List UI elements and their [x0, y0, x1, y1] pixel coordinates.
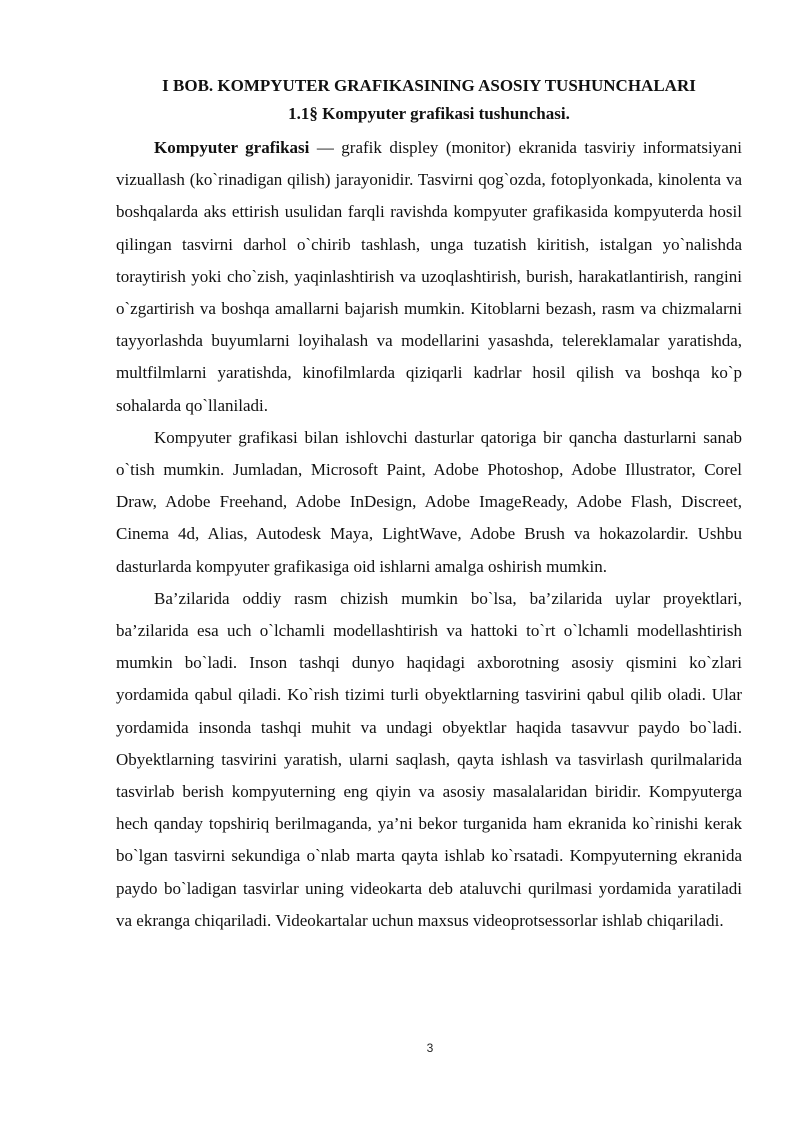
defined-term: Kompyuter grafikasi — [154, 138, 310, 157]
section-title: 1.1§ Kompyuter grafikasi tushunchasi. — [288, 104, 570, 123]
document-page — [116, 72, 742, 937]
chapter-title: I BOB. KOMPYUTER GRAFIKASINING ASOSIY TUSHUNCHALARI — [162, 76, 696, 95]
paragraph-text: Kompyuter grafikasi bilan ishlovchi dasturlar qatoriga bir qancha dasturlarni sanab o`tish mumkin. Jumladan, Microsoft Paint, Adobe Photoshop, Adobe Illustrator, Corel Draw, Adobe Freehand, Adobe InDesign, Adobe ImageReady, Adobe Flash, Discreet, Cinema 4d, Alias, Autodesk Maya, LightWave, Adobe Brush va hokazolardir. Ushbu dasturlarda kompyuter grafikasiga oid ishlarni amalga oshirish mumkin. — [116, 427, 742, 576]
paragraph-software — [116, 422, 742, 583]
paragraph-text: Ba’zilarida oddiy rasm chizish mumkin bo`lsa, ba’zilarida uylar proyektlari, ba’zilarida esa uch o`lchamli modellashtirish va hattoki to`rt o`lchamli modellashtirish mumkin bo`ladi. Inson tashqi dunyo haqidagi axborotning asosiy qismini ko`zlari yordamida qabul qiladi. Ko`rish tizimi turli obyektlarning tasvirini qabul qilib oladi. Ular yordamida insonda tashqi muhit va undagi obyektlar haqida tasavvur paydo bo`ladi. Obyektlarning tasvirini yaratish, ularni saqlash, qayta ishlash va tasvirlash qurilmalarida tasvirlab berish kompyuterning eng qiyin va asosiy masalalaridan biridir. Kompyuterga hech qanday topshiriq berilmaganda, ya’ni bekor turganida ham ekranida ko`rinishi kerak bo`lgan tasvirni sekundiga o`nlab marta qayta ishlab ko`rsatadi. Kompyuterning ekranida paydo bo`ladigan tasvirlar uning videokarta deb ataluvchi qurilmasi yordamida yaratiladi va ekranga chiqariladi. Videokartalar uchun maxsus videoprotsessorlar ishlab chiqariladi. — [116, 588, 742, 930]
paragraph-text: — grafik displey (monitor) ekranida tasviriy informatsiyani vizuallash (ko`rinadigan qilish) jarayonidir. Tasvirni qog`ozda, fotoplyonkada, kinolenta va boshqalarda aks ettirish usulidan farqli ravishda kompyuter grafikasida kompyuterda hosil qilingan tasvirni darhol o`chirib tashlash, unga tuzatish kiritish, istalgan yo`nalishda toraytirish yoki cho`zish, yaqinlashtirish va uzoqlashtirish, burish, harakatlantirish, rangini o`zgartirish va boshqa amallarni bajarish mumkin. Kitoblarni bezash, rasm va chizmalarni tayyorlashda buyumlarni loyihalash va modellarini yasashda, telereklamalar yaratishda, multfilmlarni yaratishda, kinofilmlarda qiziqarli kadrlar hosil qilish va boshqa ko`p sohalarda qo`llaniladi. — [116, 138, 742, 415]
page-number: 3 — [426, 1041, 434, 1055]
paragraph-definition — [116, 132, 742, 422]
paragraph-vision — [116, 583, 742, 937]
